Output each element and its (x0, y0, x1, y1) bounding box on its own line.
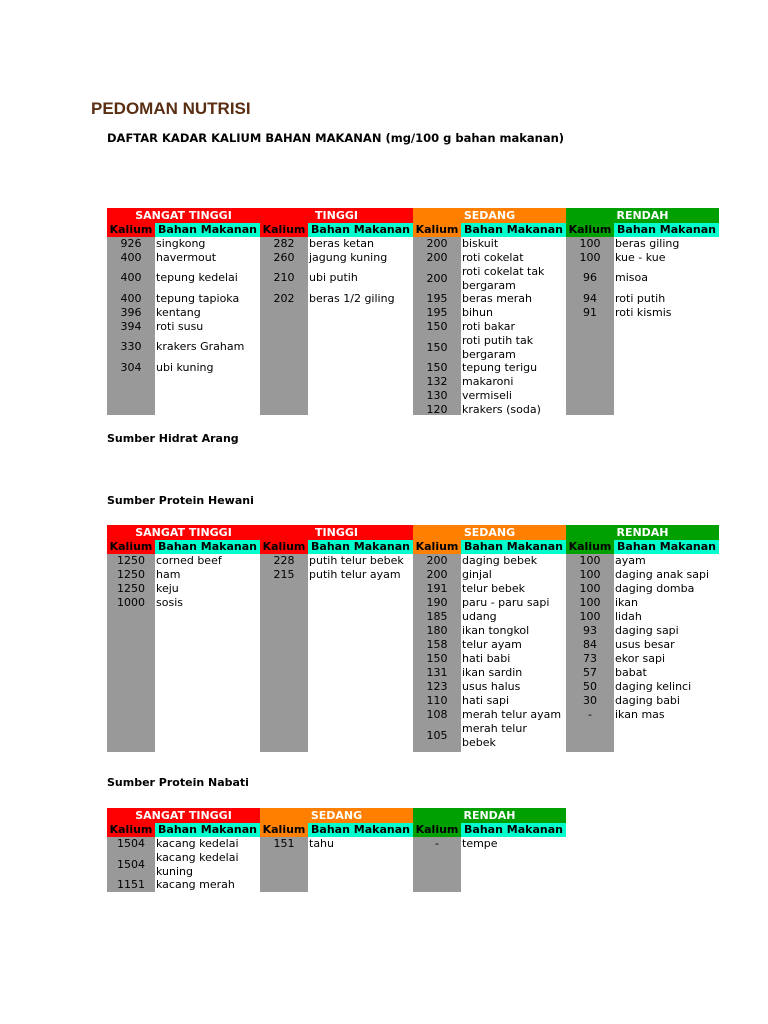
kalium-value: 30 (583, 694, 597, 707)
bahan-makanan-column-header: Bahan Makanan (461, 540, 566, 554)
kalium-value: 200 (426, 251, 448, 264)
kalium-value: 100 (579, 610, 601, 623)
kalium-column-header: Kalium (260, 823, 308, 837)
food-name: daging kelinci (615, 680, 692, 693)
food-name: daging bebek (462, 554, 538, 567)
food-name: kacang kedelai kuning (156, 851, 239, 878)
bahan-makanan-column-header: Bahan Makanan (461, 823, 566, 837)
kalium-value: 91 (583, 306, 597, 319)
kalium-value: 195 (426, 306, 448, 319)
bahan-makanan-column-header: Bahan Makanan (308, 540, 413, 554)
section-label-protein-nabati: Sumber Protein Nabati (107, 776, 249, 789)
food-name: tahu (309, 837, 334, 850)
food-name: krakers (soda) (462, 403, 541, 416)
food-name: lidah (615, 610, 642, 623)
food-name: ekor sapi (615, 652, 666, 665)
food-name: beras 1/2 giling (309, 292, 395, 305)
kalium-value: - (588, 708, 592, 721)
food-name: vermiseli (462, 389, 512, 402)
food-name: tempe (462, 837, 498, 850)
category-header-rendah: RENDAH (566, 208, 719, 223)
kalium-value: 228 (273, 554, 295, 567)
food-name: daging babi (615, 694, 680, 707)
food-name: daging sapi (615, 624, 679, 637)
kalium-value: 100 (579, 237, 601, 250)
food-name: ubi kuning (156, 361, 214, 374)
kalium-value: 100 (579, 554, 601, 567)
food-name: kentang (156, 306, 201, 319)
kalium-column-header: Kalium (413, 540, 461, 554)
category-header-sedang: SEDANG (260, 808, 413, 823)
kalium-value: 190 (426, 596, 448, 609)
kalium-value: 396 (120, 306, 142, 319)
food-name: ikan sardin (462, 666, 523, 679)
kalium-value: 150 (426, 361, 448, 374)
kalium-value: 150 (426, 341, 448, 354)
kalium-value: 400 (120, 251, 142, 264)
kalium-column-header: Kalium (413, 223, 461, 237)
kalium-value: 304 (120, 361, 142, 374)
food-name: daging domba (615, 582, 695, 595)
bahan-makanan-column-header: Bahan Makanan (308, 223, 413, 237)
category-header-sedang: SEDANG (413, 208, 566, 223)
kalium-value: 100 (579, 251, 601, 264)
food-name: tepung terigu (462, 361, 538, 374)
kalium-value: 260 (273, 251, 295, 264)
kalium-value: 330 (120, 340, 142, 353)
kalium-value: 191 (426, 582, 448, 595)
kalium-column-header: Kalium (413, 823, 461, 837)
food-name: merah telur bebek (462, 722, 527, 749)
food-name: beras merah (462, 292, 532, 305)
kalium-value: 84 (583, 638, 597, 651)
category-header-sangat-tinggi: SANGAT TINGGI (107, 525, 260, 540)
kalium-value: 282 (273, 237, 295, 250)
kalium-value: 200 (426, 272, 448, 285)
kalium-column-header: Kalium (260, 540, 308, 554)
food-name: biskuit (462, 237, 499, 250)
kalium-column-header: Kalium (107, 540, 155, 554)
food-name: merah telur ayam (462, 708, 562, 721)
bahan-makanan-column-header: Bahan Makanan (155, 823, 260, 837)
kalium-value: 150 (426, 652, 448, 665)
category-header-rendah: RENDAH (566, 525, 719, 540)
kalium-value: 73 (583, 652, 597, 665)
food-name: havermout (156, 251, 217, 264)
kalium-value: 1250 (117, 554, 145, 567)
food-name: usus besar (615, 638, 675, 651)
kalium-value: 180 (426, 624, 448, 637)
kalium-value: 158 (426, 638, 448, 651)
food-name: paru - paru sapi (462, 596, 550, 609)
kalium-value: 110 (426, 694, 448, 707)
bahan-makanan-column-header: Bahan Makanan (155, 223, 260, 237)
bahan-makanan-column-header: Bahan Makanan (155, 540, 260, 554)
kalium-value: 150 (426, 320, 448, 333)
kalium-value: 200 (426, 237, 448, 250)
kalium-column-header: Kalium (107, 823, 155, 837)
food-name: ikan tongkol (462, 624, 530, 637)
section-label-protein-hewani: Sumber Protein Hewani (107, 494, 254, 507)
food-name: roti bakar (462, 320, 516, 333)
kalium-value: 57 (583, 666, 597, 679)
kalium-value: 94 (583, 292, 597, 305)
bahan-makanan-column-header: Bahan Makanan (614, 540, 719, 554)
food-name: ubi putih (309, 271, 358, 284)
food-name: keju (156, 582, 179, 595)
bahan-makanan-column-header: Bahan Makanan (308, 823, 413, 837)
food-name: singkong (156, 237, 206, 250)
kalium-value: 1250 (117, 568, 145, 581)
food-name: hati sapi (462, 694, 510, 707)
kalium-value: 50 (583, 680, 597, 693)
kalium-value: 400 (120, 292, 142, 305)
kalium-value: 400 (120, 271, 142, 284)
kalium-value: - (435, 837, 439, 850)
food-name: roti kismis (615, 306, 672, 319)
food-name: putih telur ayam (309, 568, 401, 581)
food-name: ikan (615, 596, 638, 609)
kalium-value: 100 (579, 596, 601, 609)
food-name: kacang merah (156, 878, 235, 891)
kalium-value: 200 (426, 554, 448, 567)
kalium-value: 100 (579, 568, 601, 581)
food-name: roti putih (615, 292, 666, 305)
food-name: makaroni (462, 375, 514, 388)
food-name: putih telur bebek (309, 554, 404, 567)
food-name: udang (462, 610, 497, 623)
food-name: roti cokelat tak bergaram (462, 265, 545, 292)
kalium-column-header: Kalium (107, 223, 155, 237)
food-name: ayam (615, 554, 646, 567)
food-name: beras giling (615, 237, 680, 250)
food-name: misoa (615, 271, 648, 284)
kalium-value: 93 (583, 624, 597, 637)
food-name: usus halus (462, 680, 521, 693)
food-name: jagung kuning (309, 251, 388, 264)
kalium-value: 1504 (117, 837, 145, 850)
page-subtitle: DAFTAR KADAR KALIUM BAHAN MAKANAN (mg/100 g bahan makanan) (107, 131, 565, 145)
kalium-value: 100 (579, 582, 601, 595)
kalium-value: 210 (273, 271, 295, 284)
kalium-value: 200 (426, 568, 448, 581)
category-header-sedang: SEDANG (413, 525, 566, 540)
kalium-value: 185 (426, 610, 448, 623)
food-name: corned beef (156, 554, 222, 567)
kalium-value: 123 (426, 680, 448, 693)
category-header-sangat-tinggi: SANGAT TINGGI (107, 808, 260, 823)
kalium-value: 1151 (117, 878, 145, 891)
food-name: telur ayam (462, 638, 522, 651)
bahan-makanan-column-header: Bahan Makanan (614, 223, 719, 237)
category-header-tinggi: TINGGI (260, 208, 413, 223)
food-name: telur bebek (462, 582, 525, 595)
kalium-value: 120 (426, 403, 448, 416)
kalium-value: 105 (426, 729, 448, 742)
kalium-column-header: Kalium (260, 223, 308, 237)
kalium-value: 132 (426, 375, 448, 388)
kalium-value: 202 (273, 292, 295, 305)
kalium-value: 1250 (117, 582, 145, 595)
kalium-value: 394 (120, 320, 142, 333)
kalium-column-header: Kalium (566, 223, 614, 237)
kalium-value: 195 (426, 292, 448, 305)
bahan-makanan-column-header: Bahan Makanan (461, 223, 566, 237)
food-name: bihun (462, 306, 493, 319)
kalium-value: 130 (426, 389, 448, 402)
kalium-value: 1000 (117, 596, 145, 609)
kalium-value-column (260, 554, 308, 752)
food-name: babat (615, 666, 647, 679)
category-header-sangat-tinggi: SANGAT TINGGI (107, 208, 260, 223)
food-name: beras ketan (309, 237, 375, 250)
food-name: ikan mas (615, 708, 665, 721)
food-name: tepung kedelai (156, 271, 238, 284)
kalium-value: 96 (583, 271, 597, 284)
food-name: roti cokelat (462, 251, 524, 264)
section-label-hidrat-arang: Sumber Hidrat Arang (107, 432, 239, 445)
category-header-tinggi: TINGGI (260, 525, 413, 540)
category-header-rendah: RENDAH (413, 808, 566, 823)
kalium-value: 108 (426, 708, 448, 721)
kalium-value: 926 (120, 237, 142, 250)
food-name: roti putih tak bergaram (462, 334, 534, 361)
kalium-value: 215 (273, 568, 295, 581)
kalium-value: 151 (273, 837, 295, 850)
food-name: tepung tapioka (156, 292, 240, 305)
food-name: krakers Graham (156, 340, 245, 353)
food-name: roti susu (156, 320, 204, 333)
kalium-column-header: Kalium (566, 540, 614, 554)
food-name: sosis (156, 596, 183, 609)
kalium-value: 1504 (117, 858, 145, 871)
food-name: kue - kue (615, 251, 666, 264)
food-name: ginjal (462, 568, 492, 581)
food-name: hati babi (462, 652, 511, 665)
page-title: PEDOMAN NUTRISI (91, 99, 251, 118)
food-name: ham (156, 568, 181, 581)
food-name: kacang kedelai (156, 837, 239, 850)
kalium-value: 131 (426, 666, 448, 679)
food-name: daging anak sapi (615, 568, 710, 581)
